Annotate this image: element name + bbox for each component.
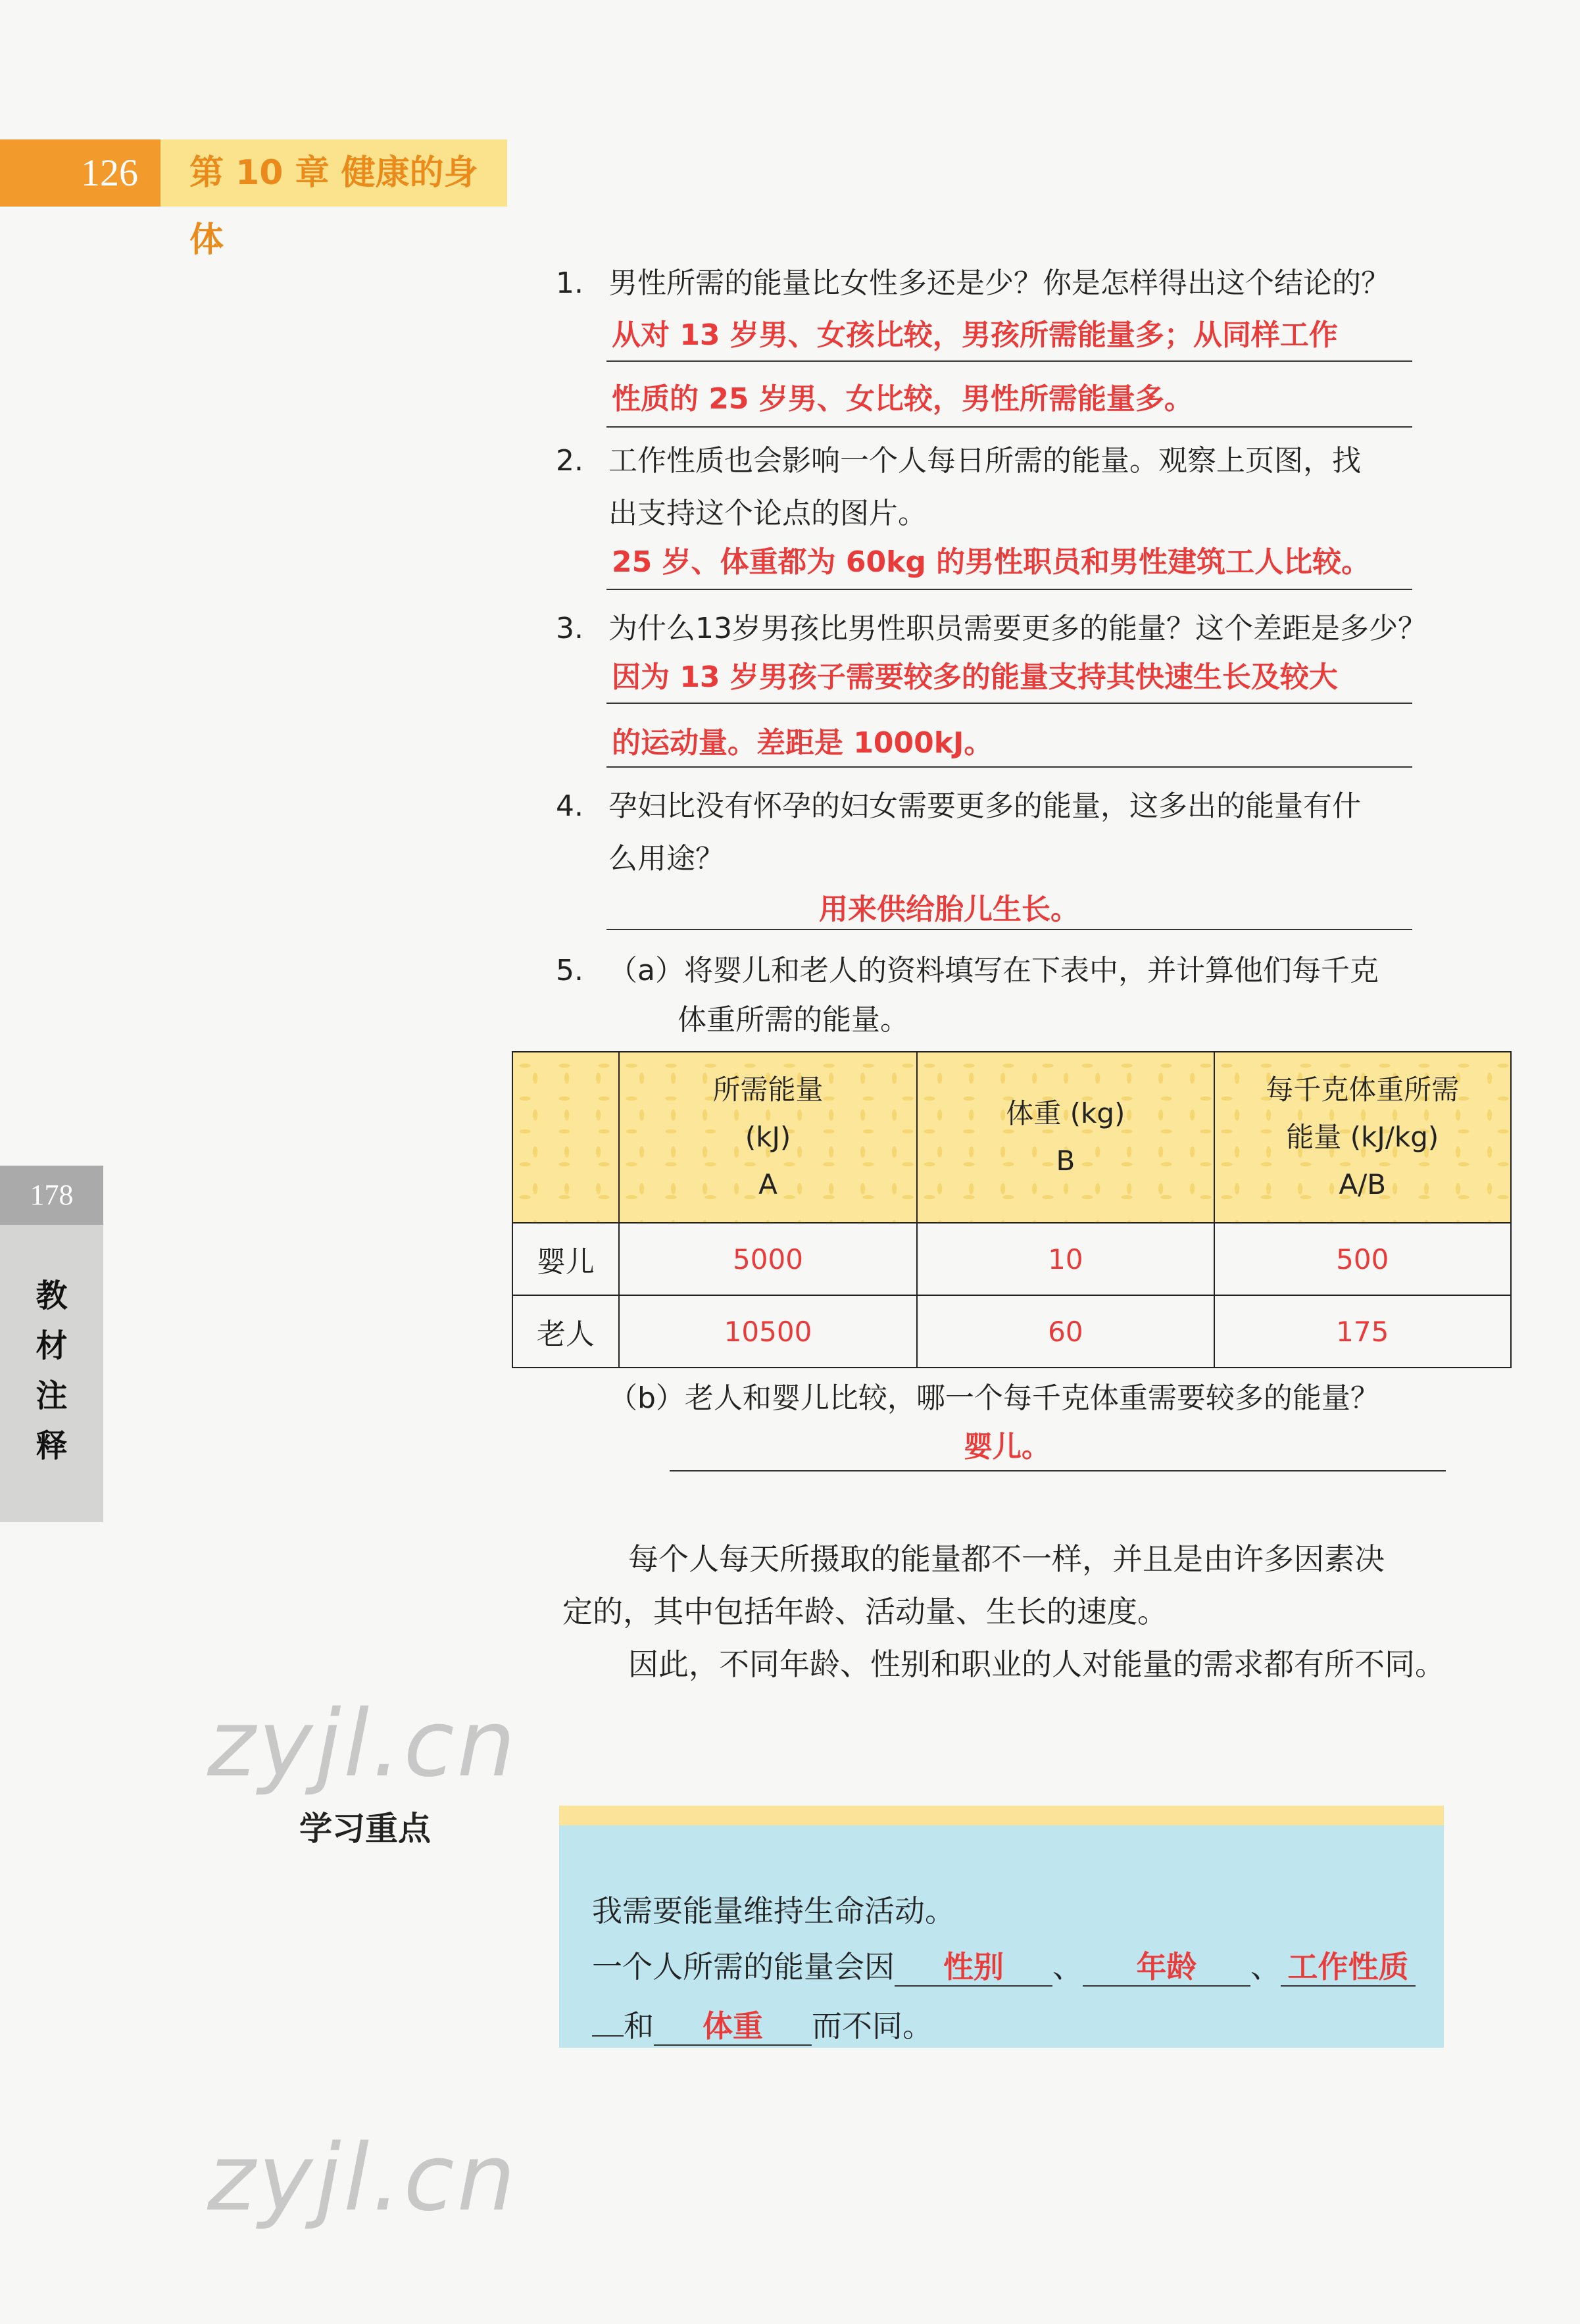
- table-cell: 10500: [619, 1295, 917, 1368]
- question-text: （a）将婴儿和老人的资料填写在下表中，并计算他们每千克: [608, 954, 1379, 987]
- header-line: A/B: [1339, 1168, 1387, 1200]
- question-text: 孕妇比没有怀孕的妇女需要更多的能量，这多出的能量有什: [608, 789, 1361, 823]
- side-page-number: 178: [0, 1166, 103, 1225]
- study-text: 而不同。: [812, 2008, 933, 2044]
- table-header-weight: [917, 1052, 1214, 1223]
- table-corner: [512, 1052, 619, 1223]
- question-text: 么用途？: [608, 842, 724, 876]
- question-number: 2.: [556, 444, 583, 478]
- question-number: 4.: [556, 789, 583, 823]
- answer-line: 婴儿。: [964, 1430, 1050, 1464]
- header-line: 体重 (kg): [1006, 1097, 1125, 1129]
- energy-table: [512, 1051, 1512, 1368]
- side-tab-char: 释: [36, 1427, 68, 1464]
- answer-line: 的运动量。差距是 1000kJ。: [612, 726, 993, 760]
- header-line: 能量 (kJ/kg): [1286, 1121, 1439, 1153]
- table-header-energy-per-kg: [1214, 1052, 1511, 1223]
- question-5b: （b）老人和婴儿比较，哪一个每千克体重需要较多的能量？: [608, 1381, 1379, 1415]
- answer-underline: [606, 929, 1412, 930]
- study-text: 一个人所需的能量会因: [592, 1949, 895, 1985]
- side-tab-char: 注: [36, 1377, 68, 1414]
- table-header-energy: [619, 1052, 917, 1223]
- question-number: 1.: [556, 266, 583, 300]
- answer-line: 性质的 25 岁男、女比较，男性所需能量多。: [612, 382, 1193, 416]
- answer-underline: [606, 589, 1412, 590]
- study-line-2: [592, 1941, 1416, 1993]
- study-text: 、: [1250, 1949, 1281, 1985]
- side-tab: [0, 1225, 103, 1522]
- chapter-title: 第 10 章 健康的身体: [160, 139, 507, 207]
- study-line-1: 我需要能量维持生命活动。: [592, 1893, 955, 1929]
- question-1: [556, 260, 1390, 307]
- side-tab-char: 教: [36, 1277, 68, 1314]
- side-tab-char: 材: [36, 1327, 68, 1364]
- summary-line: 因此，不同年龄、性别和职业的人对能量的需求都有所不同。: [628, 1646, 1445, 1682]
- question-4: [556, 783, 1361, 830]
- study-text: 、: [1052, 1949, 1083, 1985]
- answer-line: 从对 13 岁男、女孩比较，男孩所需能量多；从同样工作: [612, 318, 1338, 352]
- answer-underline: [606, 426, 1412, 428]
- blank-weight: 体重: [654, 2008, 812, 2046]
- question-2: [556, 437, 1361, 485]
- answer-underline: [606, 766, 1412, 768]
- summary-line: 每个人每天所摄取的能量都不一样，并且是由许多因素决: [628, 1541, 1385, 1577]
- summary-line: 定的，其中包括年龄、活动量、生长的速度。: [562, 1594, 1168, 1629]
- study-focus-box: [559, 1806, 1444, 2048]
- table-cell: 500: [1214, 1223, 1511, 1295]
- question-number: 3.: [556, 612, 583, 645]
- row-label: 老人: [512, 1295, 619, 1368]
- table-cell: 10: [917, 1223, 1214, 1295]
- header-line: B: [1056, 1145, 1075, 1177]
- header-line: 所需能量: [712, 1074, 824, 1106]
- header-line: 每千克体重所需: [1266, 1074, 1460, 1106]
- blank-occupation: 工作性质: [1281, 1948, 1416, 1987]
- table-cell: 60: [917, 1295, 1214, 1368]
- answer-line: 25 岁、体重都为 60kg 的男性职员和男性建筑工人比较。: [612, 545, 1371, 579]
- answer-underline: [606, 703, 1412, 704]
- question-text: 工作性质也会影响一个人每日所需的能量。观察上页图，找: [608, 444, 1361, 478]
- answer-line: 因为 13 岁男孩子需要较多的能量支持其快速生长及较大: [612, 660, 1338, 694]
- page-number: 126: [0, 139, 160, 207]
- row-label: 婴儿: [512, 1223, 619, 1295]
- study-text: 和: [624, 2008, 654, 2044]
- table-row: [512, 1295, 1511, 1368]
- blank-age: 年龄: [1083, 1948, 1250, 1987]
- table-cell: 5000: [619, 1223, 917, 1295]
- blank-spacer: [592, 2035, 624, 2037]
- question-text: 男性所需的能量比女性多还是少？你是怎样得出这个结论的？: [608, 266, 1390, 300]
- blank-gender: 性别: [895, 1948, 1052, 1987]
- watermark: zyjl.cn: [207, 1691, 518, 1798]
- header-line: A: [758, 1168, 778, 1200]
- answer-line: 用来供给胎儿生长。: [819, 893, 1079, 926]
- study-focus-label: 学习重点: [299, 1809, 431, 1848]
- table-cell: 175: [1214, 1295, 1511, 1368]
- study-line-3: [592, 2000, 933, 2052]
- question-text: 为什么13岁男孩比男性职员需要更多的能量？这个差距是多少？: [608, 612, 1427, 645]
- question-5: [556, 947, 1379, 995]
- watermark: zyjl.cn: [207, 2125, 518, 2232]
- header-line: (kJ): [745, 1121, 791, 1153]
- answer-underline: [670, 1470, 1446, 1471]
- answer-underline: [606, 360, 1412, 362]
- question-text: 体重所需的能量。: [678, 1003, 909, 1037]
- question-text: 出支持这个论点的图片。: [608, 497, 927, 530]
- table-row: [512, 1223, 1511, 1295]
- table-header-row: [512, 1052, 1511, 1223]
- question-number: 5.: [556, 954, 583, 987]
- question-3: [556, 605, 1427, 653]
